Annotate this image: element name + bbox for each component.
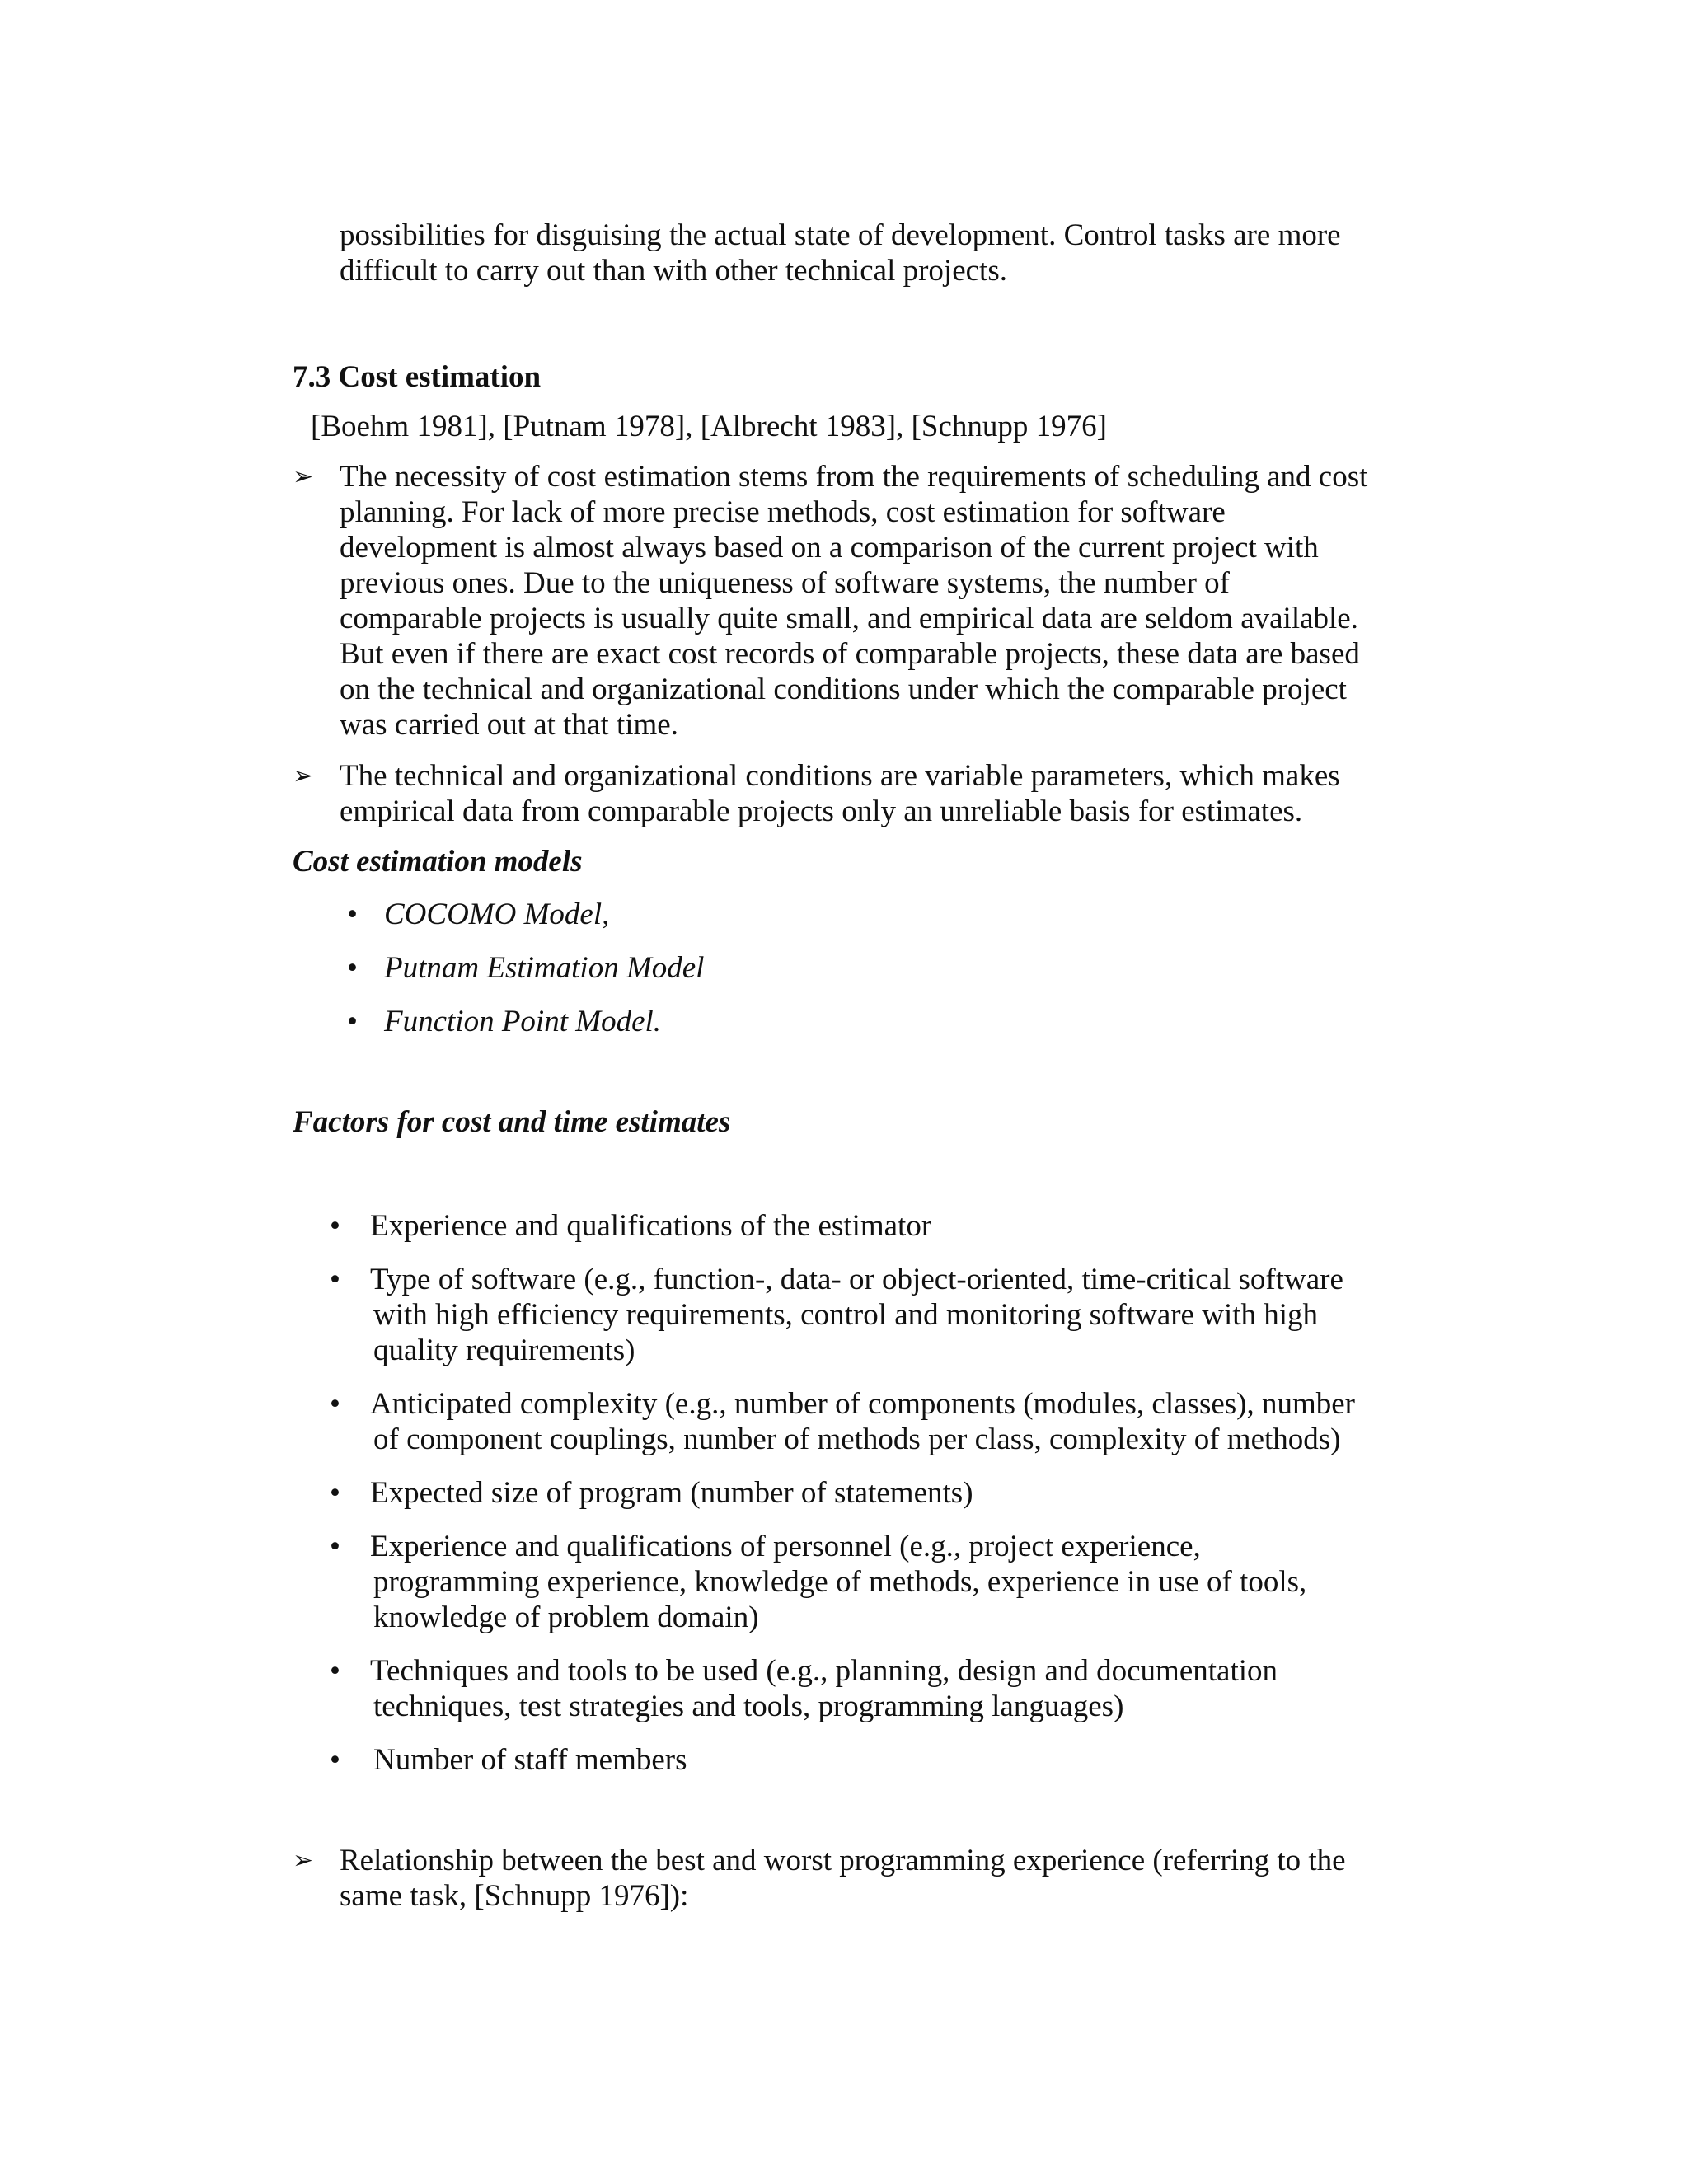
- bullet-icon: •: [330, 1654, 340, 1688]
- factor-text: [370, 1742, 1442, 1778]
- text-line: Techniques and tools to be used (e.g., planning, design and documentation: [370, 1654, 1278, 1688]
- model-label: Function Point Model.: [384, 1005, 662, 1038]
- continuation-paragraph: [340, 218, 1444, 288]
- section-heading: 7.3 Cost estimation: [293, 360, 542, 394]
- bullet-icon: •: [330, 1743, 340, 1777]
- factor-text: [370, 1386, 1442, 1457]
- text-line: The necessity of cost estimation stems from the requirements of scheduling and cost: [340, 460, 1368, 494]
- bullet-icon: •: [347, 951, 358, 985]
- factor-text: [370, 1653, 1442, 1724]
- text-line: possibilities for disguising the actual state of development. Control tasks are more: [340, 218, 1341, 252]
- references-line: [Boehm 1981], [Putnam 1978], [Albrecht 1983], [Schnupp 1976]: [311, 410, 1107, 443]
- arrow-bullet-icon: ➢: [293, 462, 314, 491]
- factor-text: [370, 1208, 1442, 1244]
- bullet-icon: •: [330, 1530, 340, 1563]
- text-line: empirical data from comparable projects only an unreliable basis for estimates.: [340, 794, 1303, 828]
- factor-text: [370, 1262, 1442, 1368]
- factors-heading: Factors for cost and time estimates: [293, 1105, 731, 1139]
- bullet-icon: •: [330, 1476, 340, 1510]
- text-line: Experience and qualifications of personnel (e.g., project experience,: [370, 1530, 1201, 1563]
- text-line: quality requirements): [373, 1333, 635, 1367]
- text-line: same task, [Schnupp 1976]):: [340, 1879, 689, 1913]
- bullet-icon: •: [330, 1263, 340, 1296]
- text-line: of component couplings, number of methods per class, complexity of methods): [373, 1422, 1341, 1456]
- bullet-icon: •: [347, 1005, 358, 1038]
- text-line: programming experience, knowledge of methods, experience in use of tools,: [373, 1565, 1307, 1599]
- factor-text: [370, 1475, 1442, 1511]
- bullet-icon: •: [330, 1209, 340, 1243]
- arrow-point-text: [340, 459, 1444, 743]
- bullet-icon: •: [330, 1387, 340, 1421]
- text-line: Type of software (e.g., function-, data- or object-oriented, time-critical software: [370, 1263, 1343, 1296]
- factor-text: [370, 1529, 1442, 1635]
- text-line: Relationship between the best and worst programming experience (referring to the: [340, 1844, 1346, 1877]
- arrow-point-text: [340, 758, 1444, 829]
- text-line: with high efficiency requirements, control and monitoring software with high: [373, 1298, 1319, 1332]
- text-line: Experience and qualifications of the estimator: [370, 1209, 932, 1243]
- text-line: was carried out at that time.: [340, 708, 678, 742]
- models-heading: Cost estimation models: [293, 845, 583, 879]
- text-line: The technical and organizational conditions are variable parameters, which makes: [340, 759, 1340, 793]
- arrow-bullet-icon: ➢: [293, 1846, 314, 1875]
- text-line: Expected size of program (number of statements): [370, 1476, 973, 1510]
- text-line: Number of staff members: [373, 1743, 687, 1777]
- text-line: But even if there are exact cost records of comparable projects, these data are based: [340, 637, 1360, 671]
- arrow-bullet-icon: ➢: [293, 762, 314, 790]
- text-line: development is almost always based on a comparison of the current project with: [340, 531, 1319, 565]
- model-label: Putnam Estimation Model: [384, 951, 705, 985]
- arrow-point-text: [340, 1843, 1444, 1914]
- bullet-icon: •: [347, 898, 358, 931]
- model-label: COCOMO Model,: [384, 898, 610, 931]
- text-line: Anticipated complexity (e.g., number of components (modules, classes), number: [370, 1387, 1356, 1421]
- text-line: difficult to carry out than with other technical projects.: [340, 254, 1007, 288]
- text-line: planning. For lack of more precise methods, cost estimation for software: [340, 495, 1226, 529]
- text-line: previous ones. Due to the uniqueness of software systems, the number of: [340, 566, 1230, 600]
- text-line: on the technical and organizational conditions under which the comparable project: [340, 673, 1347, 706]
- text-line: knowledge of problem domain): [373, 1601, 759, 1634]
- text-line: techniques, test strategies and tools, programming languages): [373, 1690, 1124, 1723]
- text-line: comparable projects is usually quite small, and empirical data are seldom available.: [340, 602, 1358, 635]
